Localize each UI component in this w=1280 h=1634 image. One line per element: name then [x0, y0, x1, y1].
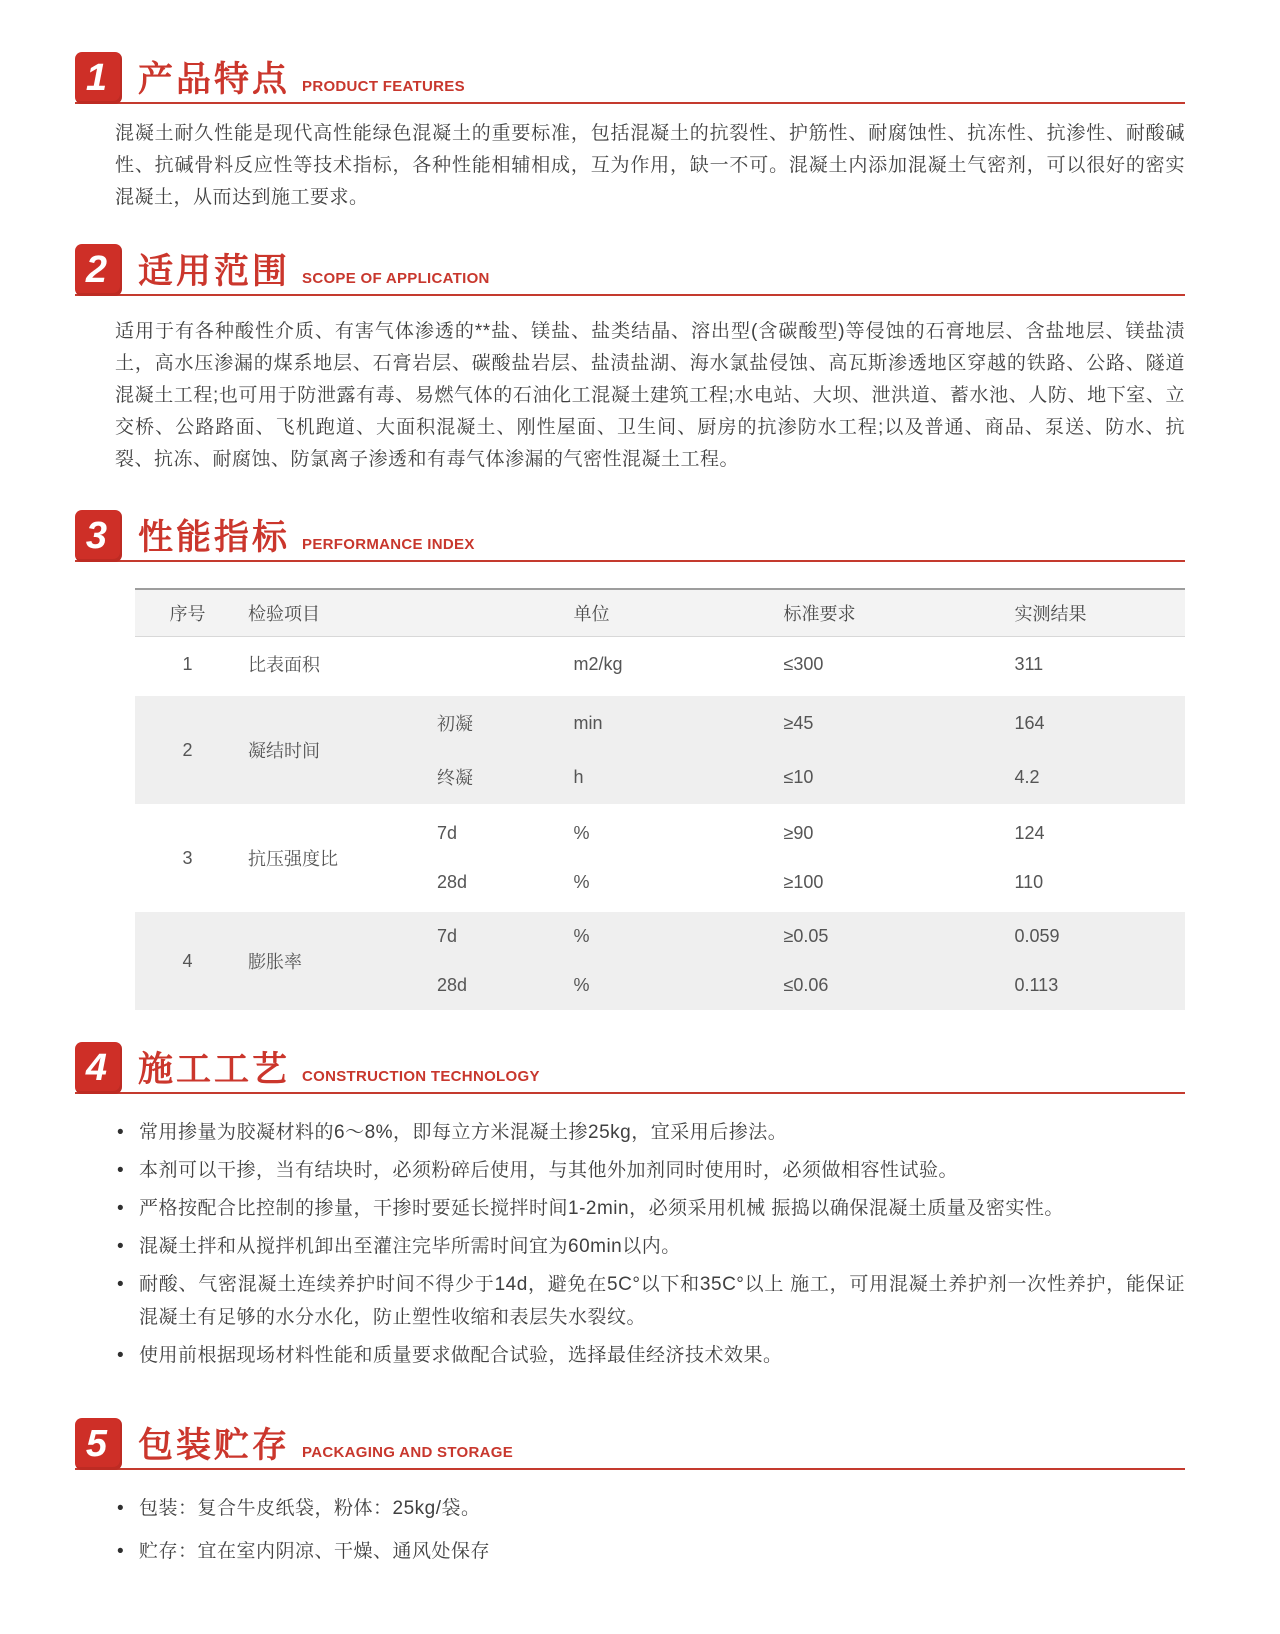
section-number: 1 — [85, 57, 108, 99]
section-4-header — [75, 1042, 1185, 1094]
bullet-icon: • — [117, 1274, 125, 1295]
list-item — [117, 1492, 1185, 1525]
cell-standard: ≤300 — [783, 653, 824, 674]
table-row — [135, 694, 1185, 751]
header-sub-spacer — [429, 589, 566, 637]
section-1-header — [75, 52, 1185, 104]
cell-sub: 28d — [437, 872, 468, 892]
header-no: 序号 — [169, 604, 206, 624]
cell-standard: ≤10 — [783, 766, 814, 787]
list-item — [117, 1230, 1185, 1263]
section-1-number-badge — [75, 52, 122, 104]
section-5-header — [75, 1418, 1185, 1470]
cell-item: 抗压强度比 — [240, 807, 429, 910]
list-item — [117, 1535, 1185, 1568]
cell-sub: 28d — [437, 975, 468, 995]
table-row — [135, 910, 1185, 962]
list-item-text: 使用前根据现场材料性能和质量要求做配合试验，选择最佳经济技术效果。 — [139, 1345, 783, 1366]
cell-no: 2 — [135, 694, 240, 807]
bullet-icon: • — [117, 1345, 125, 1366]
cell-item: 膨胀率 — [240, 910, 429, 1011]
cell-no: 3 — [135, 807, 240, 910]
cell-sub: 终凝 — [437, 768, 473, 788]
cell-unit: % — [566, 807, 776, 859]
cell-result: 4.2 — [1014, 766, 1040, 787]
bullet-icon: • — [117, 1198, 125, 1219]
cell-standard: ≥90 — [776, 807, 1007, 859]
cell-sub: 初凝 — [429, 694, 566, 751]
cell-unit: m2/kg — [573, 653, 623, 674]
cell-unit: % — [573, 872, 590, 892]
section-title-en: CONSTRUCTION TECHNOLOGY — [302, 1067, 540, 1085]
section-title-zh: 包装贮存 — [138, 1425, 291, 1465]
bullet-icon: • — [117, 1236, 125, 1257]
section-2-number-badge — [75, 244, 122, 296]
cell-sub: 7d — [429, 807, 566, 859]
section-construction-technology — [75, 1042, 1185, 1372]
section-number: 4 — [85, 1047, 108, 1089]
cell-sub: 7d — [429, 910, 566, 962]
bullet-icon: • — [117, 1122, 125, 1143]
section-2-paragraph: 适用于有各种酸性介质、有害气体渗透的**盐、镁盐、盐类结晶、溶出型(含碳酸型)等侵蚀的石膏地层、含盐地层、镁盐渍土，高水压渗漏的煤系地层、石膏岩层、碳酸盐岩层、盐渍盐湖、海水氯盐侵蚀、高瓦斯渗透地区穿越的铁路、公路、隧道混凝土工程;也可用于防泄露有毒、易燃气体的石油化工混凝土建筑工程;水电站、大坝、泄洪道、蓄水池、人防、地下室、立交桥、公路路面、飞机跑道、大面积混凝土、刚性屋面、卫生间、厨房的抗渗防水工程;以及普通、商品、泵送、防水、抗裂、抗冻、耐腐蚀、防氯离子渗透和有毒气体渗漏的气密性混凝土工程。 — [115, 321, 1185, 470]
section-title-en: PRODUCT FEATURES — [302, 77, 465, 95]
list-item — [117, 1268, 1185, 1334]
list-item-text: 本剂可以干掺，当有结块时，必须粉碎后使用，与其他外加剂同时使用时，必须做相容性试验。 — [139, 1160, 959, 1181]
section-3-number-badge — [75, 510, 122, 562]
section-2-titles — [138, 252, 490, 294]
cell-standard: ≤0.06 — [783, 975, 829, 995]
section-number: 3 — [85, 515, 108, 557]
section-2-header — [75, 244, 1185, 296]
cell-result: 0.059 — [1007, 910, 1186, 962]
section-3-titles — [138, 518, 475, 560]
list-item-text: 严格按配合比控制的掺量，干掺时要延长搅拌时间1-2min，必须采用机械 振捣以确保混凝土质量及密实性。 — [139, 1198, 1064, 1219]
section-title-zh: 适用范围 — [138, 251, 291, 291]
section-packaging-and-storage — [75, 1418, 1185, 1568]
list-item — [117, 1154, 1185, 1187]
cell-result: 124 — [1007, 807, 1186, 859]
cell-unit: min — [566, 694, 776, 751]
bullet-icon: • — [117, 1498, 125, 1519]
section-1-paragraph: 混凝土耐久性能是现代高性能绿色混凝土的重要标准，包括混凝土的抗裂性、护筋性、耐腐蚀性、抗冻性、抗渗性、耐酸碱性、抗碱骨料反应性等技术指标，各种性能相辅相成，互为作用，缺一不可。混凝土内添加混凝土气密剂，可以很好的密实混凝土，从而达到施工要求。 — [115, 123, 1185, 208]
cell-unit: % — [566, 910, 776, 962]
cell-result: 311 — [1014, 653, 1044, 674]
header-item: 检验项目 — [248, 604, 320, 624]
section-5-number-badge — [75, 1418, 122, 1470]
section-4-titles — [138, 1050, 540, 1092]
list-item — [117, 1192, 1185, 1225]
section-title-zh: 施工工艺 — [138, 1049, 291, 1089]
cell-standard: ≥45 — [776, 694, 1007, 751]
cell-result: 0.113 — [1014, 975, 1059, 995]
construction-bullet-list — [117, 1116, 1185, 1372]
section-number: 5 — [85, 1423, 108, 1465]
section-number: 2 — [85, 249, 108, 291]
cell-unit: % — [573, 975, 590, 995]
cell-item: 凝结时间 — [240, 694, 429, 807]
section-title-en: PERFORMANCE INDEX — [302, 535, 475, 553]
cell-sub — [429, 637, 566, 694]
performance-table — [135, 588, 1185, 1010]
cell-unit: h — [573, 766, 584, 787]
section-scope-of-application — [75, 244, 1185, 476]
header-result: 实测结果 — [1014, 604, 1087, 624]
list-item — [117, 1339, 1185, 1372]
cell-no: 1 — [182, 653, 193, 674]
section-title-en: PACKAGING AND STORAGE — [302, 1443, 514, 1461]
list-item-text: 常用掺量为胶凝材料的6～8%，即每立方米混凝土掺25kg，宜采用后掺法。 — [139, 1122, 788, 1143]
section-5-titles — [138, 1426, 513, 1468]
table-header-row — [135, 589, 1185, 637]
section-3-header — [75, 510, 1185, 562]
list-item — [117, 1116, 1185, 1149]
table-row — [135, 807, 1185, 859]
bullet-icon: • — [117, 1160, 125, 1181]
header-standard: 标准要求 — [783, 604, 856, 624]
list-item-text: 混凝土拌和从搅拌机卸出至灌注完毕所需时间宜为60min以内。 — [139, 1236, 681, 1257]
cell-standard: ≥100 — [783, 872, 824, 892]
section-title-en: SCOPE OF APPLICATION — [302, 269, 490, 287]
cell-item: 比表面积 — [248, 655, 320, 675]
list-item-text: 贮存：宜在室内阴凉、干燥、通风处保存 — [139, 1541, 491, 1562]
section-product-features — [75, 52, 1185, 214]
cell-standard: ≥0.05 — [776, 910, 1007, 962]
performance-table-body — [135, 637, 1185, 1011]
section-title-zh: 性能指标 — [138, 517, 291, 557]
cell-result: 110 — [1014, 872, 1044, 892]
section-title-zh: 产品特点 — [138, 59, 291, 99]
section-1-titles — [138, 60, 465, 102]
bullet-icon: • — [117, 1541, 125, 1562]
list-item-text: 包装：复合牛皮纸袋，粉体：25kg/袋。 — [139, 1498, 481, 1519]
cell-result: 164 — [1007, 694, 1186, 751]
header-unit: 单位 — [573, 604, 610, 624]
section-performance-index — [75, 510, 1185, 1010]
section-4-number-badge — [75, 1042, 122, 1094]
table-row — [135, 637, 1185, 694]
cell-no: 4 — [135, 910, 240, 1011]
packaging-bullet-list — [117, 1492, 1185, 1568]
list-item-text: 耐酸、气密混凝土连续养护时间不得少于14d，避免在5C°以下和35C°以上 施工，可用混凝土养护剂一次性养护，能保证混凝土有足够的水分水化，防止塑性收缩和表层失水裂纹。 — [139, 1274, 1185, 1328]
performance-table-head — [135, 589, 1185, 637]
